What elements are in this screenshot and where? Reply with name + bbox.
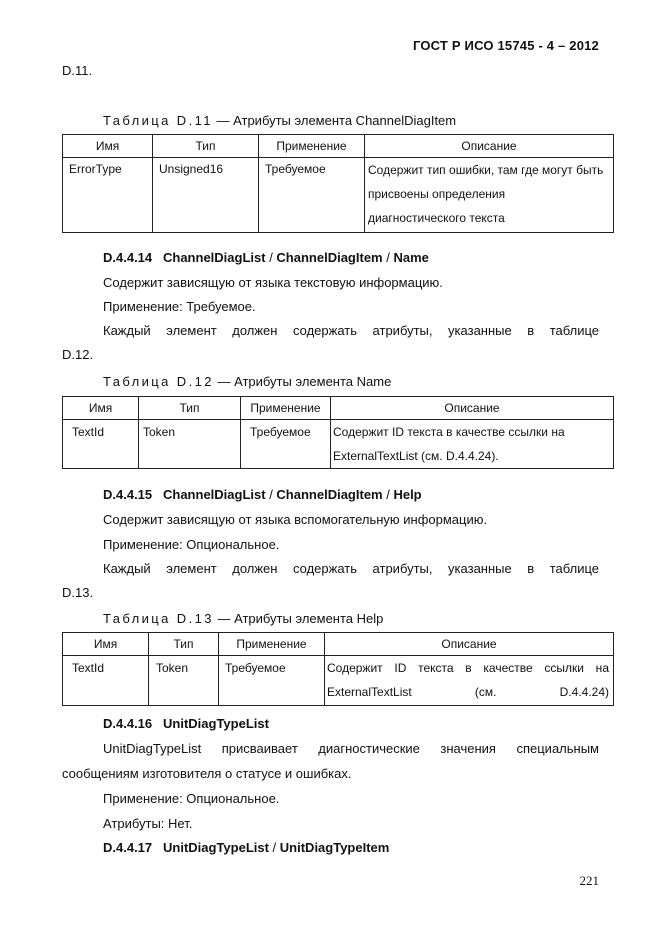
document-code-header: ГОСТ Р ИСО 15745 - 4 – 2012 — [412, 38, 599, 53]
table-cell-type: Unsigned16 — [153, 158, 259, 233]
paragraph: Применение: Опциональное. — [103, 791, 280, 806]
table-d11 — [62, 134, 614, 233]
table-d13 — [62, 632, 614, 706]
table-cell-name: ErrorType — [63, 158, 153, 233]
paragraph: Содержит зависящую от языка текстовую информацию. — [103, 275, 443, 290]
table-caption-label: Таблица D.12 — [103, 374, 214, 389]
section-title: UnitDiagTypeList — [163, 716, 269, 731]
path-part: ChannelDiagList — [163, 250, 266, 265]
page-number: 221 — [579, 873, 599, 888]
path-separator: / — [265, 250, 277, 265]
paragraph: Каждый элемент должен содержать атрибуты, указанные в таблице — [103, 323, 599, 338]
path-part: Help — [393, 487, 422, 502]
section-heading-d4417 — [103, 840, 389, 855]
table-header-cell: Имя — [63, 633, 149, 656]
table-caption-text: — Атрибуты элемента Help — [213, 611, 384, 626]
section-number: D.4.4.17 — [103, 840, 153, 855]
table-cell-usage: Требуемое — [259, 158, 365, 233]
paragraph: Содержит зависящую от языка вспомогательную информацию. — [103, 512, 488, 527]
path-part: ChannelDiagList — [163, 487, 266, 502]
table-caption-d11 — [103, 113, 456, 128]
table-header-cell: Тип — [139, 397, 241, 420]
paragraph: Применение: Опциональное. — [103, 537, 280, 552]
paragraph-continuation: D.12. — [62, 347, 94, 362]
table-cell-name: TextId — [63, 656, 149, 706]
table-header-cell: Имя — [63, 397, 139, 420]
section-number: D.4.4.15 — [103, 487, 153, 502]
path-separator: / — [265, 487, 277, 502]
reference-text: D.11. — [62, 63, 93, 78]
paragraph: UnitDiagTypeList присваивает диагностические значения специальным — [103, 741, 599, 756]
section-heading-d4415 — [103, 487, 422, 502]
table-cell-usage: Требуемое — [241, 420, 331, 469]
path-part: ChannelDiagItem — [276, 250, 383, 265]
table-cell-description: Содержит тип ошибки, там где могут быть присвоены определения диагностического текста — [365, 158, 614, 233]
table-header-cell: Описание — [365, 135, 614, 158]
table-header-cell: Описание — [331, 397, 614, 420]
path-part: Name — [393, 250, 429, 265]
table-caption-d13 — [103, 611, 383, 626]
paragraph: Атрибуты: Нет. — [103, 816, 193, 831]
table-d12 — [62, 396, 614, 469]
table-cell-usage: Требуемое — [219, 656, 325, 706]
paragraph: Каждый элемент должен содержать атрибуты, указанные в таблице — [103, 561, 599, 576]
table-caption-label: Таблица D.11 — [103, 113, 213, 128]
section-number: D.4.4.16 — [103, 716, 153, 731]
table-cell-type: Token — [139, 420, 241, 469]
table-header-cell: Имя — [63, 135, 153, 158]
table-caption-text: — Атрибуты элемента ChannelDiagItem — [212, 113, 457, 128]
paragraph: Применение: Требуемое. — [103, 299, 256, 314]
table-caption-label: Таблица D.13 — [103, 611, 214, 626]
path-part: ChannelDiagItem — [276, 487, 383, 502]
path-part: UnitDiagTypeItem — [279, 840, 390, 855]
table-header-cell: Применение — [259, 135, 365, 158]
table-cell-description: Содержит ID текста в качестве ссылки на ExternalTextList (см. D.4.4.24). — [331, 420, 614, 469]
table-header-cell: Описание — [325, 633, 614, 656]
table-cell-type: Token — [149, 656, 219, 706]
table-header-cell: Применение — [219, 633, 325, 656]
table-caption-text: — Атрибуты элемента Name — [213, 374, 392, 389]
path-separator: / — [382, 250, 394, 265]
path-part: UnitDiagTypeList — [163, 840, 269, 855]
table-cell-name: TextId — [63, 420, 139, 469]
section-number: D.4.4.14 — [103, 250, 153, 265]
table-header-cell: Тип — [153, 135, 259, 158]
table-header-cell: Применение — [241, 397, 331, 420]
path-separator: / — [382, 487, 394, 502]
section-heading-d4416 — [103, 716, 269, 731]
section-heading-d4414 — [103, 250, 429, 265]
path-separator: / — [268, 840, 280, 855]
table-header-cell: Тип — [149, 633, 219, 656]
paragraph-continuation: сообщениям изготовителя о статусе и ошибках. — [62, 766, 352, 781]
table-caption-d12 — [103, 374, 391, 389]
paragraph-continuation: D.13. — [62, 585, 94, 600]
table-cell-description: Содержит ID текста в качестве ссылки на ExternalTextList (см. D.4.4.24) — [325, 656, 614, 706]
